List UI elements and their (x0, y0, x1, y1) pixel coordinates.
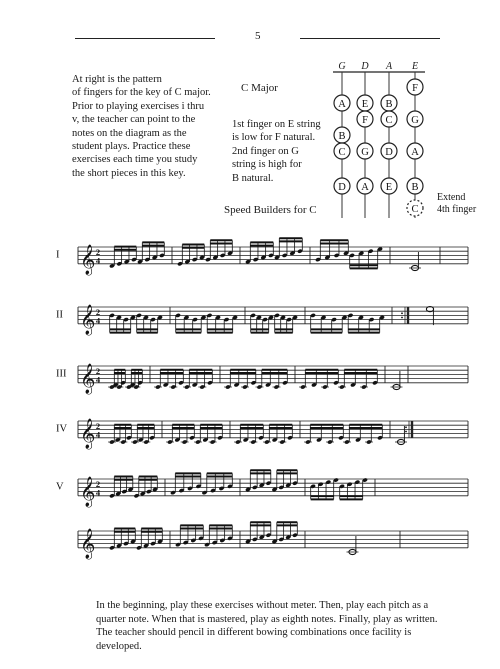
finger-note-e-c: C (411, 203, 419, 215)
exercise-staves (0, 235, 500, 595)
finger-note-a-e: E (385, 181, 393, 193)
finger-note-g-string: 2nd finger on G string is high for B natural. (232, 146, 302, 184)
staff-3 (56, 363, 468, 395)
time-signature-top: 2 (95, 420, 101, 431)
time-signature-bottom: 4 (95, 374, 101, 385)
finger-note-g-d: D (338, 181, 346, 193)
exercise-label-4: IV (56, 423, 68, 435)
repeat-dot (401, 317, 403, 319)
treble-clef-icon: 𝄞 (80, 304, 96, 334)
exercise-label-1: I (56, 249, 60, 261)
header-rule-right (300, 38, 440, 39)
time-signature-top: 2 (95, 306, 101, 317)
exercise-label-2: II (56, 309, 63, 321)
time-signature-bottom: 4 (95, 429, 101, 440)
extend-fourth-finger-label: Extend 4th finger (437, 192, 477, 215)
page-number: 5 (255, 30, 261, 42)
finger-note-e-b: B (411, 181, 419, 193)
time-signature-bottom: 4 (95, 315, 101, 326)
finger-note-d-g: G (361, 146, 369, 158)
header-rule-left (75, 38, 215, 39)
string-name-e: E (411, 61, 419, 72)
staff-5 (56, 470, 468, 508)
finger-note-e-string: 1st finger on E string is low for F natural. (232, 119, 321, 144)
time-signature-top: 2 (95, 365, 101, 376)
staff-6 (78, 522, 468, 560)
repeat-dot (405, 431, 407, 433)
time-signature-top: 2 (95, 246, 101, 257)
time-signature-bottom: 4 (95, 255, 101, 266)
finger-note-d-a: A (361, 181, 369, 193)
finger-note-d-f: F (362, 114, 368, 126)
fingerboard-diagram (325, 58, 440, 223)
finger-note-g-c: C (338, 146, 346, 158)
key-title: C Major (241, 82, 278, 94)
exercise-label-5: V (56, 481, 64, 493)
footer-instructions: In the beginning, play these exercises without meter. Then, play each pitch as a quarter note. When that is mastered, play as eighth notes. Finally, play as written. The teacher should pencil in different bowing combinations once facility is developed. (96, 600, 438, 652)
finger-note-d-e: E (361, 98, 369, 110)
treble-clef-icon: 𝄞 (80, 528, 96, 558)
speed-builders-title: Speed Builders for C (224, 204, 317, 216)
finger-note-a-d: D (385, 146, 393, 158)
treble-clef-icon: 𝄞 (80, 363, 96, 393)
time-signature-top: 2 (95, 478, 101, 489)
finger-note-g-b: B (338, 130, 346, 142)
time-signature-bottom: 4 (95, 487, 101, 498)
treble-clef-icon: 𝄞 (80, 244, 96, 274)
staff-4 (56, 418, 468, 450)
repeat-dot (405, 426, 407, 428)
finger-note-e-f: F (412, 82, 418, 94)
intro-text: At right is the pattern of fingers for the key of C major. Prior to playing exercises i thru v, the teacher can point to the notes on the diagram as the student plays. Practice these exercises each time you study the short pieces in this key. (72, 74, 211, 179)
finger-note-a-b: B (385, 98, 393, 110)
finger-note-e-g: G (411, 114, 419, 126)
treble-clef-icon: 𝄞 (80, 476, 96, 506)
staff-2 (56, 304, 468, 336)
staff-1 (56, 238, 468, 276)
string-name-a: A (385, 61, 393, 72)
string-name-d: D (361, 61, 369, 72)
finger-note-a-c: C (385, 114, 393, 126)
treble-clef-icon: 𝄞 (80, 418, 96, 448)
repeat-dot (401, 312, 403, 314)
finger-note-g-a: A (338, 98, 346, 110)
string-name-g: G (338, 61, 346, 72)
finger-note-e-a: A (411, 146, 419, 158)
exercise-label-3: III (56, 368, 67, 380)
